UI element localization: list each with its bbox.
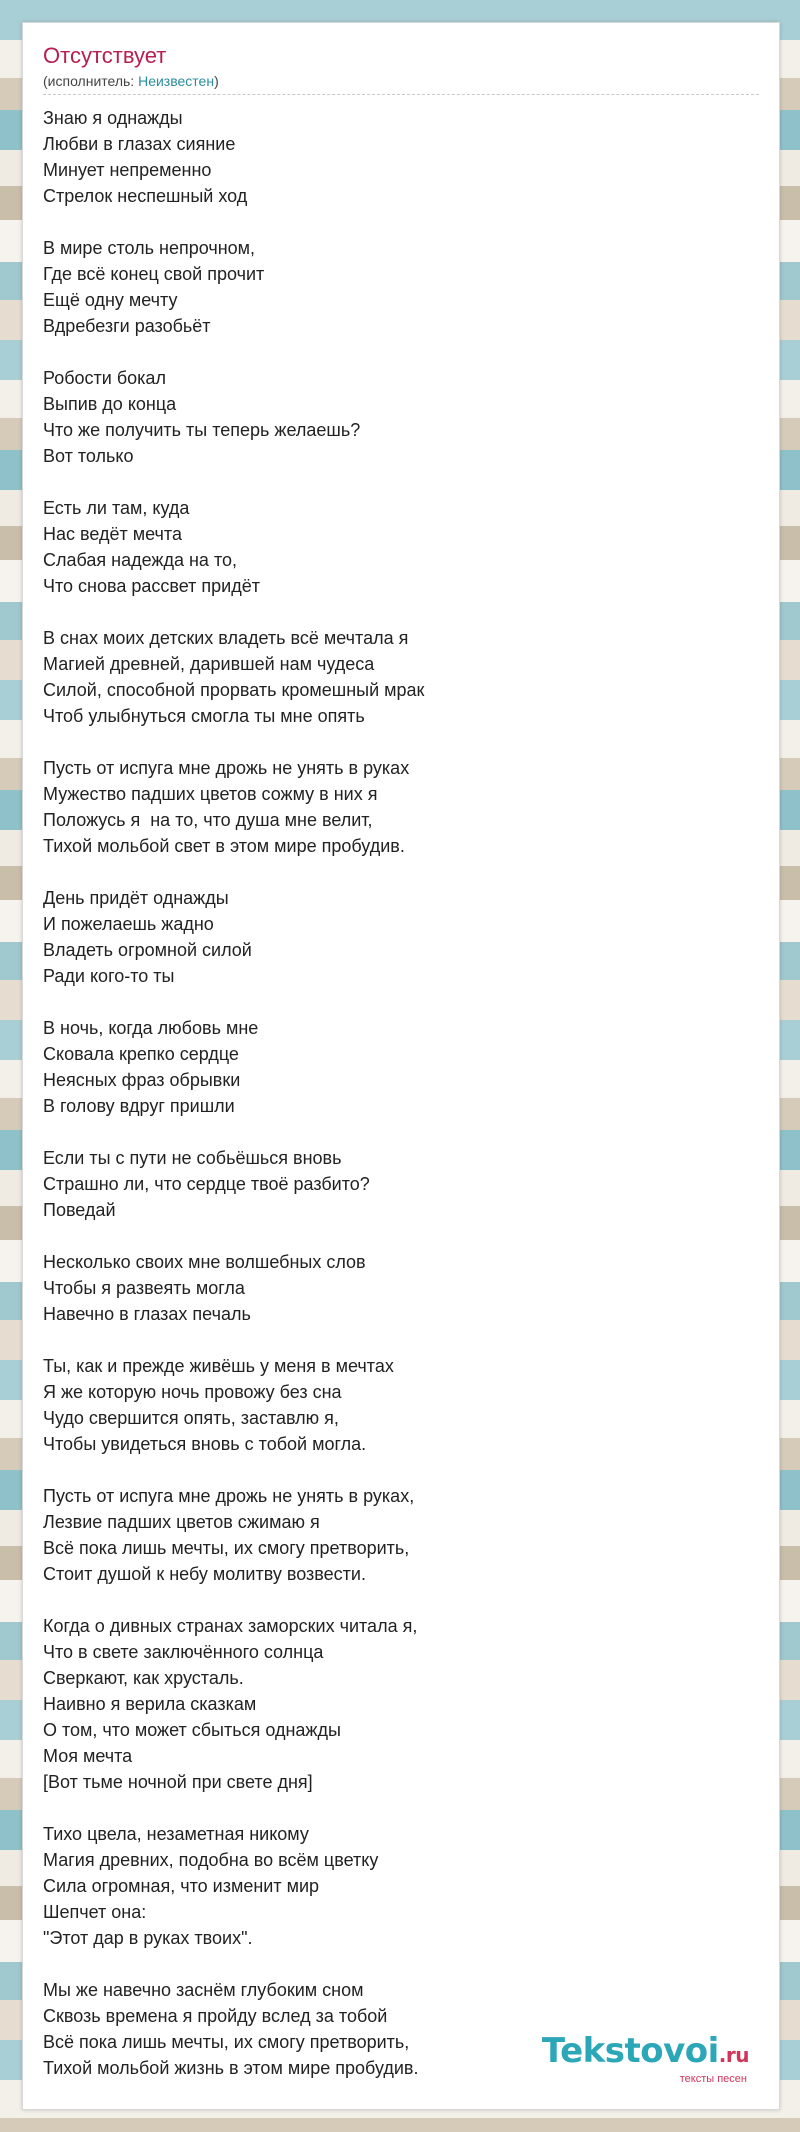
lyric-line: В мире столь непрочном,: [43, 238, 256, 258]
logo-name: Tekstovoi: [541, 2031, 719, 2071]
artist-suffix: ): [214, 73, 219, 89]
lyric-line: Магия древних, подобна во всём цветку: [43, 1850, 379, 1870]
lyric-line: Чудо свершится опять, заставлю я,: [43, 1408, 339, 1428]
lyric-line: Лезвие падших цветов сжимаю я: [43, 1512, 320, 1532]
lyric-line: Ты, как и прежде живёшь у меня в мечтах: [43, 1356, 394, 1376]
lyrics-stanza: [43, 625, 743, 729]
lyric-line: Всё пока лишь мечты, их смогу претворить,: [43, 2032, 410, 2052]
logo-tagline: тексты песен: [679, 2073, 747, 2085]
lyric-line: Слабая надежда на то,: [43, 550, 237, 570]
lyric-line: Я же которую ночь провожу без сна: [43, 1382, 342, 1402]
lyric-line: Несколько своих мне волшебных слов: [43, 1252, 366, 1272]
lyric-line: Что же получить ты теперь желаешь?: [43, 420, 361, 440]
lyric-line: В снах моих детских владеть всё мечтала я: [43, 628, 409, 648]
lyrics-stanza: [43, 365, 743, 469]
lyrics-stanza: [43, 1015, 743, 1119]
lyric-line: Чтобы увидеться вновь с тобой могла.: [43, 1434, 367, 1454]
lyric-line: Выпив до конца: [43, 394, 177, 414]
lyric-line: Сила огромная, что изменит мир: [43, 1876, 320, 1896]
lyric-line: Шепчет она:: [43, 1902, 147, 1922]
lyric-line: Когда о дивных странах заморских читала я,: [43, 1616, 418, 1636]
lyric-line: Нас ведёт мечта: [43, 524, 182, 544]
lyric-line: Страшно ли, что сердце твоё разбито?: [43, 1174, 370, 1194]
lyric-line: Если ты с пути не собьёшься вновь: [43, 1148, 342, 1168]
lyric-line: Мужество падших цветов сожму в них я: [43, 784, 378, 804]
lyric-line: Пусть от испуга мне дрожь не унять в руках,: [43, 1486, 415, 1506]
lyric-line: Наивно я верила сказкам: [43, 1694, 257, 1714]
lyric-line: "Этот дар в руках твоих".: [43, 1928, 253, 1948]
lyric-line: Тихой мольбой жизнь в этом мире пробудив.: [43, 2058, 419, 2078]
lyric-line: Робости бокал: [43, 368, 166, 388]
lyric-line: Знаю я однажды: [43, 108, 183, 128]
lyric-line: Всё пока лишь мечты, их смогу претворить,: [43, 1538, 410, 1558]
lyric-line: Чтоб улыбнуться смогла ты мне опять: [43, 706, 365, 726]
lyrics-stanza: [43, 1483, 743, 1587]
lyric-line: Где всё конец свой прочит: [43, 264, 265, 284]
header-divider: [43, 94, 759, 95]
lyric-line: Магией древней, дарившей нам чудеса: [43, 654, 375, 674]
lyrics-stanza: [43, 235, 743, 339]
artist-line: [43, 73, 219, 89]
lyric-line: Сковала крепко сердце: [43, 1044, 239, 1064]
lyric-line: Что снова рассвет придёт: [43, 576, 260, 596]
lyric-line: Сверкают, как хрусталь.: [43, 1668, 244, 1688]
lyric-line: Минует непременно: [43, 160, 212, 180]
logo-tld: .ru: [718, 2043, 749, 2067]
lyric-line: Силой, способной прорвать кромешный мрак: [43, 680, 425, 700]
lyric-line: Стрелок неспешный ход: [43, 186, 248, 206]
lyric-line: Поведай: [43, 1200, 116, 1220]
lyric-line: Ещё одну мечту: [43, 290, 178, 310]
lyrics-stanza: [43, 1145, 743, 1223]
lyrics-stanza: [43, 105, 743, 209]
lyric-line: Тихо цвела, незаметная никому: [43, 1824, 309, 1844]
lyric-line: Положусь я на то, что душа мне велит,: [43, 810, 373, 830]
lyric-line: День придёт однажды: [43, 888, 229, 908]
lyric-line: Тихой мольбой свет в этом мире пробудив.: [43, 836, 405, 856]
lyrics-stanza: [43, 1249, 743, 1327]
song-title: Отсутствует: [43, 43, 167, 68]
lyric-line: Есть ли там, куда: [43, 498, 190, 518]
lyric-line: Навечно в глазах печаль: [43, 1304, 251, 1324]
lyric-line: О том, что может сбыться однажды: [43, 1720, 341, 1740]
lyric-line: Мы же навечно заснём глубоким сном: [43, 1980, 364, 2000]
lyrics-stanza: [43, 1353, 743, 1457]
artist-prefix: (исполнитель:: [43, 73, 139, 89]
artist-link[interactable]: Неизвестен: [138, 73, 215, 89]
lyric-line: Стоит душой к небу молитву возвести.: [43, 1564, 366, 1584]
lyric-line: Владеть огромной силой: [43, 940, 252, 960]
lyric-line: Вот только: [43, 446, 134, 466]
lyrics-body: [43, 105, 743, 2107]
lyric-line: Моя мечта: [43, 1746, 133, 1766]
lyrics-stanza: [43, 755, 743, 859]
lyric-line: Пусть от испуга мне дрожь не унять в руках: [43, 758, 410, 778]
lyric-line: Любви в глазах сияние: [43, 134, 236, 154]
lyric-line: В ночь, когда любовь мне: [43, 1018, 259, 1038]
lyric-line: Что в свете заключённого солнца: [43, 1642, 324, 1662]
lyrics-card: [22, 22, 780, 2110]
lyric-line: В голову вдруг пришли: [43, 1096, 235, 1116]
lyrics-stanza: [43, 495, 743, 599]
lyric-line: Сквозь времена я пройду вслед за тобой: [43, 2006, 388, 2026]
site-logo[interactable]: [542, 2033, 749, 2085]
logo-wordmark: [542, 2033, 749, 2073]
lyric-line: Чтобы я развеять могла: [43, 1278, 245, 1298]
lyrics-stanza: [43, 1613, 743, 1795]
lyric-line: Вдребезги разобьёт: [43, 316, 211, 336]
lyrics-stanza: [43, 1821, 743, 1951]
lyric-line: [Вот тьме ночной при свете дня]: [43, 1772, 313, 1792]
lyrics-stanza: [43, 885, 743, 989]
lyric-line: Ради кого-то ты: [43, 966, 175, 986]
lyric-line: И пожелаешь жадно: [43, 914, 214, 934]
lyric-line: Неясных фраз обрывки: [43, 1070, 241, 1090]
